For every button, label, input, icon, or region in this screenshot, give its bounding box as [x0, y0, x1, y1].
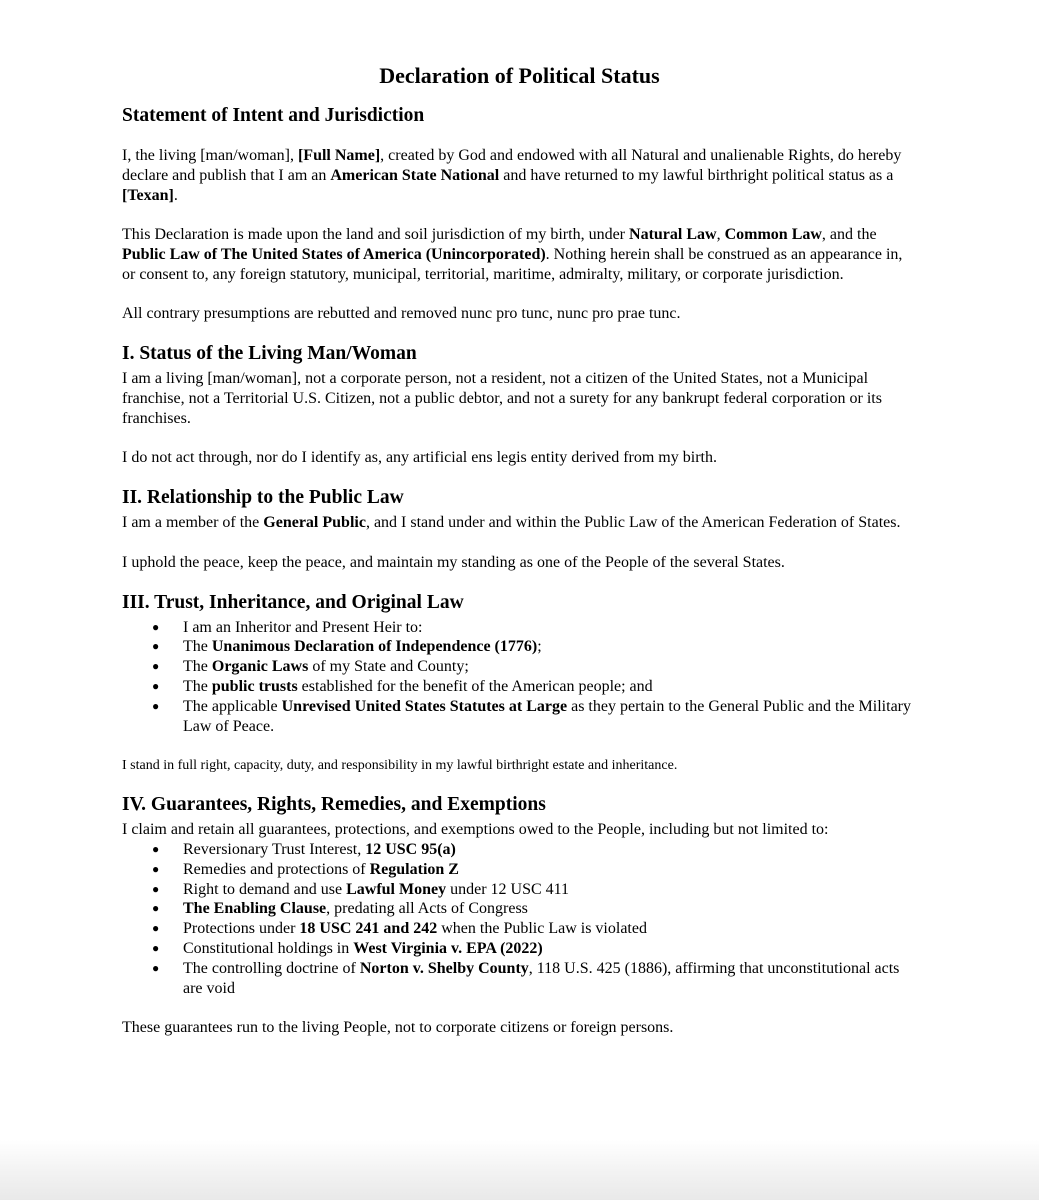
section-4-closing: These guarantees run to the living People, not to corporate citizens or foreign persons.: [122, 1019, 674, 1037]
list-item-text: established for the benefit of the American people; and: [297, 677, 653, 695]
list-item: [122, 677, 917, 697]
list-item-bold-text: Regulation Z: [369, 860, 459, 878]
document-body: [122, 60, 917, 1038]
list-item-text: , 118 U.S. 425 (1886), affirming that unconstitutional acts are void: [183, 959, 900, 997]
intro-paragraph-1-bold-text: [Texan]: [122, 186, 174, 204]
list-item: [122, 657, 917, 677]
list-item-text: Constitutional holdings in: [183, 939, 354, 957]
section-1-paragraph-2: I do not act through, nor do I identify as, any artificial ens legis entity derived from my birth.: [122, 449, 717, 467]
list-item: [122, 697, 917, 737]
document-title: Declaration of Political Status: [379, 63, 660, 88]
list-item-text: of my State and County;: [308, 658, 469, 676]
list-item: [122, 880, 917, 900]
list-item-bold-text: 12 USC 95(a): [365, 840, 456, 858]
intro-paragraph-1-text: and have returned to my lawful birthright political status as a: [499, 166, 894, 184]
list-item-bold-text: Organic Laws: [211, 658, 309, 676]
list-item: [122, 919, 917, 939]
intro-paragraph-2-text: . Nothing herein shall be construed as an appearance in, or consent to, any foreign statutory, municipal, territorial, maritime, admiralty, military, or corporate jurisdiction.: [122, 245, 903, 283]
list-item-bold-text: Unanimous Declaration of Independence (1776): [211, 638, 538, 656]
list-item: [122, 840, 917, 860]
section-2-paragraph-1-text: I am a member of the: [122, 514, 264, 532]
section-4-paragraph-1: I claim and retain all guarantees, protections, and exemptions owed to the People, including but not limited to:: [122, 821, 829, 839]
intro-paragraph-3: All contrary presumptions are rebutted and removed nunc pro tunc, nunc pro prae tunc.: [122, 305, 681, 323]
intro-paragraph-2-text: , and the: [821, 226, 877, 244]
intro-paragraph-2-text: This Declaration is made upon the land and soil jurisdiction of my birth, under: [122, 226, 630, 244]
intro-paragraph-2-bold-text: Public Law of The United States of America (Unincorporated): [122, 245, 546, 263]
list-item-text: The: [183, 638, 212, 656]
list-item-bold-text: Lawful Money: [346, 880, 447, 898]
list-item-text: Remedies and protections of: [183, 860, 370, 878]
list-item-bold-text: The Enabling Clause: [183, 900, 327, 918]
intro-paragraph-2-bold-text: Common Law: [724, 226, 822, 244]
intro-paragraph-1: [122, 146, 917, 205]
section-3-closing: I stand in full right, capacity, duty, and responsibility in my lawful birthright estate and inheritance.: [122, 758, 678, 774]
list-item-text: The controlling doctrine of: [183, 959, 360, 977]
list-item-bold-text: Norton v. Shelby County: [359, 959, 529, 977]
list-item: [122, 939, 917, 959]
intro-paragraph-1-text: , created by God and endowed with all Natural and unalienable Rights, do hereby declare and publish that I am an: [122, 147, 902, 184]
list-item: [122, 618, 917, 638]
list-item-bold-text: 18 USC 241 and 242: [299, 920, 438, 938]
list-item-text: The: [183, 677, 212, 695]
list-item-text: The applicable: [183, 697, 282, 715]
list-item-text: under 12 USC 411: [446, 880, 570, 898]
list-item-bold-text: West Virginia v. EPA (2022): [353, 939, 543, 957]
list-item: [122, 860, 917, 880]
list-item-text: The: [183, 658, 212, 676]
list-item: [122, 637, 917, 657]
list-item-text: Protections under: [183, 920, 300, 938]
list-item-bold-text: Unrevised United States Statutes at Large: [281, 697, 568, 715]
section-3-heading: III. Trust, Inheritance, and Original Law: [122, 591, 464, 613]
list-item-bold-text: public trusts: [211, 677, 298, 695]
list-item-text: Reversionary Trust Interest,: [183, 840, 366, 858]
section-2-paragraph-1-text: , and I stand under and within the Public Law of the American Federation of States.: [365, 514, 901, 532]
intro-paragraph-1-bold-text: [Full Name]: [297, 147, 381, 164]
section-3-list: [122, 618, 917, 737]
list-item: [122, 959, 917, 999]
section-1-heading: I. Status of the Living Man/Woman: [122, 343, 417, 365]
intro-heading: Statement of Intent and Jurisdiction: [122, 105, 425, 126]
section-2-paragraph-1: [122, 513, 917, 533]
section-2-heading: II. Relationship to the Public Law: [122, 487, 404, 509]
section-4-list: [122, 840, 917, 998]
list-item-text: , predating all Acts of Congress: [326, 900, 528, 918]
list-item-text: I am an Inheritor and Present Heir to:: [183, 618, 423, 636]
list-item-text: ;: [537, 638, 542, 656]
intro-paragraph-2-bold-text: Natural Law: [629, 226, 717, 244]
section-2-paragraph-1-bold-text: General Public: [263, 514, 366, 532]
section-1-paragraph-1: I am a living [man/woman], not a corporate person, not a resident, not a citizen of the United States, not a Municipal franchise, not a Territorial U.S. Citizen, not a public debtor, and not a surety for any bankrupt federal corporation or its franchises.: [122, 370, 882, 427]
intro-paragraph-2-text: ,: [716, 226, 725, 244]
intro-paragraph-1-text: I, the living [man/woman],: [122, 147, 298, 164]
section-4-heading: IV. Guarantees, Rights, Remedies, and Exemptions: [122, 794, 546, 816]
list-item-text: Right to demand and use: [183, 880, 347, 898]
intro-paragraph-2: [122, 225, 917, 284]
list-item-text: as they pertain to the General Public and the Military Law of Peace.: [183, 697, 911, 735]
section-2-paragraph-2: I uphold the peace, keep the peace, and maintain my standing as one of the People of the several States.: [122, 553, 785, 571]
intro-paragraph-1-text: .: [173, 186, 178, 204]
list-item-text: when the Public Law is violated: [437, 920, 647, 938]
intro-paragraph-1-bold-text: American State National: [330, 166, 500, 184]
list-item: [122, 899, 917, 919]
